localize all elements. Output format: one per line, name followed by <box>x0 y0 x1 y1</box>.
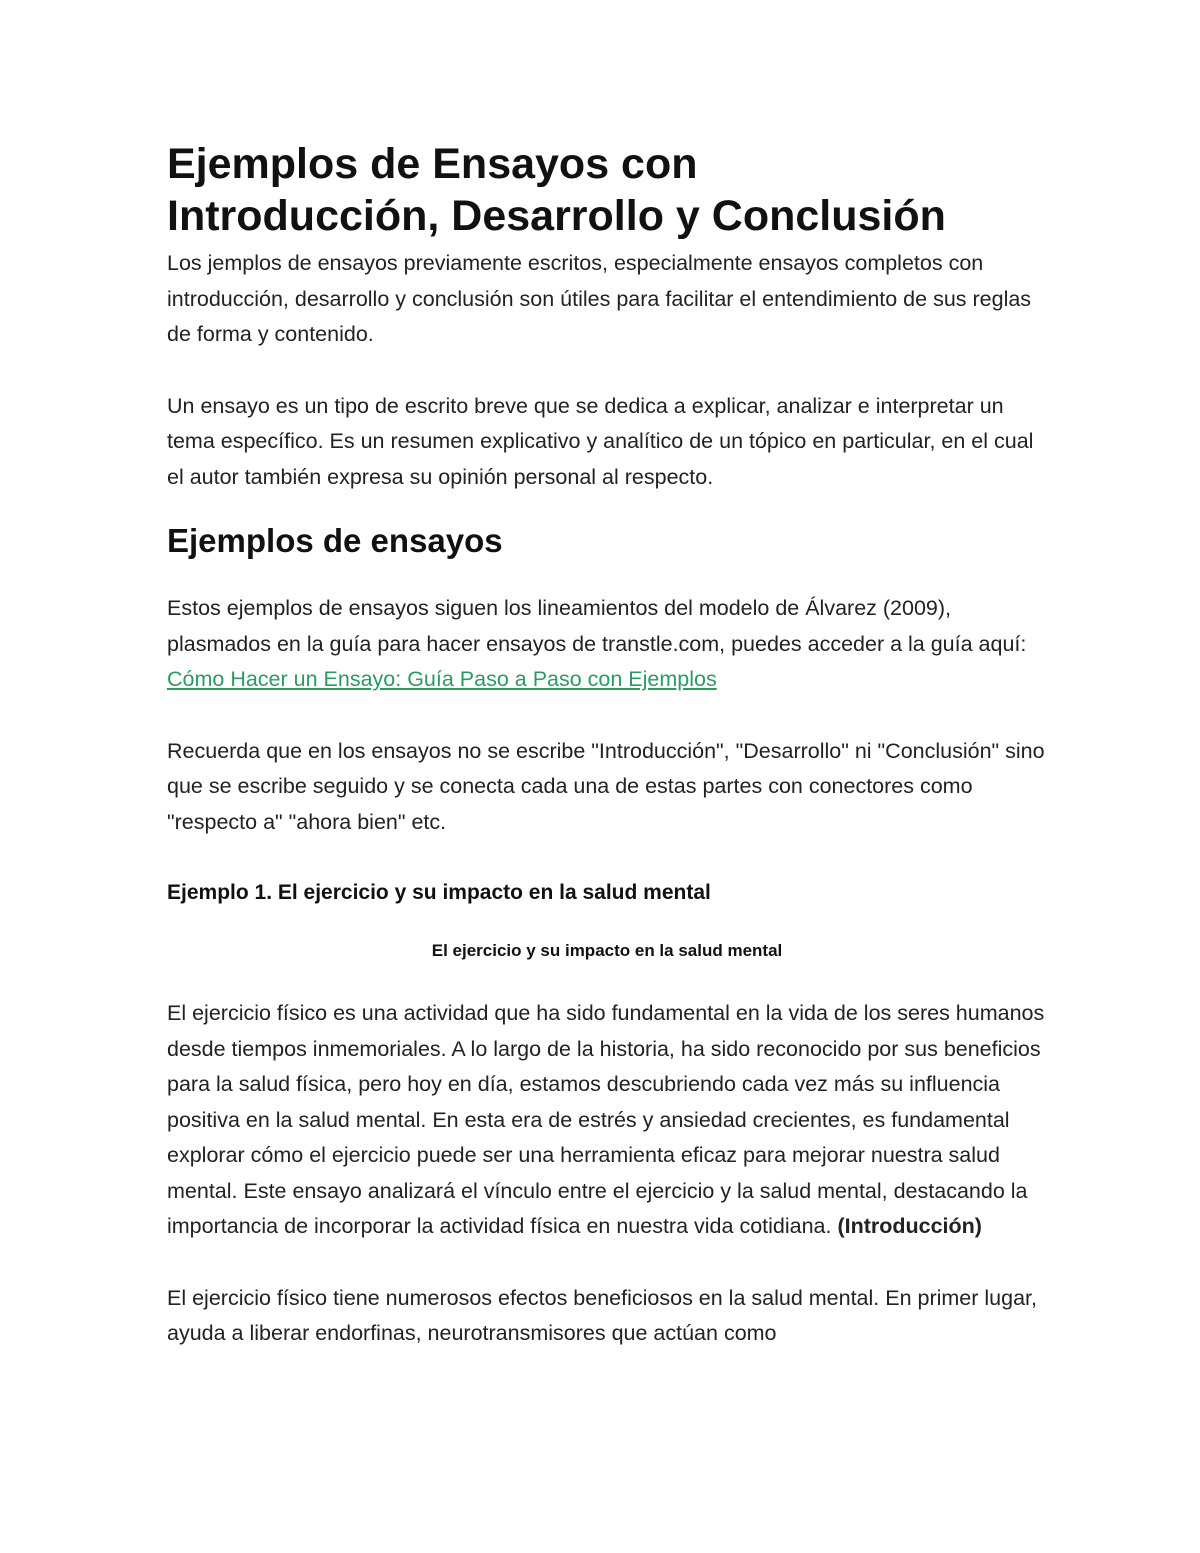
intro-paragraph: Los jemplos de ensayos previamente escritos, especialmente ensayos completos con introducción, desarrollo y conclusión son útiles para facilitar el entendimiento de sus reglas de forma y contenido. <box>167 251 1032 346</box>
paragraph-gap <box>167 964 1047 996</box>
paragraph-gap <box>167 698 1047 734</box>
example-1-intro-paragraph <box>167 996 1047 1245</box>
guide-link[interactable]: Cómo Hacer un Ensayo: Guía Paso a Paso con Ejemplos <box>167 667 717 691</box>
example-1-body-paragraph: El ejercicio físico tiene numerosos efectos beneficiosos en la salud mental. En primer lugar, ayuda a liberar endorfinas, neurotransmisores que actúan como <box>167 1285 1037 1345</box>
definition-paragraph: Un ensayo es un tipo de escrito breve que se dedica a explicar, analizar e interpretar un tema específico. Es un resumen explicativo y analítico de un tópico en particular, en el cual el autor también expresa su opinión personal al respecto. <box>167 393 1034 489</box>
example-1-heading: Ejemplo 1. El ejercicio y su impacto en la salud mental <box>167 881 711 904</box>
examples-paragraph-text: Estos ejemplos de ensayos siguen los lineamientos del modelo de Álvarez (2009), plasmados en la guía para hacer ensayos de transtle.com, puedes acceder a la guía aquí: <box>167 596 1027 656</box>
example-1-title: El ejercicio y su impacto en la salud mental <box>431 941 783 960</box>
paragraph-gap <box>167 840 1047 878</box>
page-title-line-2: Introducción, Desarrollo y Conclusión <box>167 192 946 240</box>
paragraph-gap <box>167 908 1047 938</box>
reminder-paragraph: Recuerda que en los ensayos no se escribe "Introducción", "Desarrollo" ni "Conclusión" sino que se escribe seguido y se conecta cada una de estas partes con conectores como "respecto a" "ahora bien" etc. <box>167 738 1045 834</box>
examples-paragraph <box>167 591 1047 698</box>
page-title-line-1: Ejemplos de Ensayos con <box>167 140 698 188</box>
section-heading: Ejemplos de ensayos <box>167 522 503 559</box>
paragraph-gap <box>167 1245 1047 1281</box>
document-page <box>167 138 1047 1352</box>
page-title <box>167 138 1047 242</box>
example-1-intro-text: El ejercicio físico es una actividad que ha sido fundamental en la vida de los seres humanos desde tiempos inmemoriales. A lo largo de la historia, ha sido reconocido por sus beneficios para la salud física, pero hoy en día, estamos descubriendo cada vez más su influencia positiva en la salud mental. En esta era de estrés y ansiedad crecientes, es fundamental explorar cómo el ejercicio puede ser una herramienta eficaz para mejorar nuestra salud mental. Este ensayo analizará el vínculo entre el ejercicio y la salud mental, destacando la importancia de incorporar la actividad física en nuestra vida cotidiana. <box>167 1001 1045 1238</box>
introduction-label: (Introducción) <box>837 1214 982 1238</box>
paragraph-gap <box>167 353 1047 389</box>
